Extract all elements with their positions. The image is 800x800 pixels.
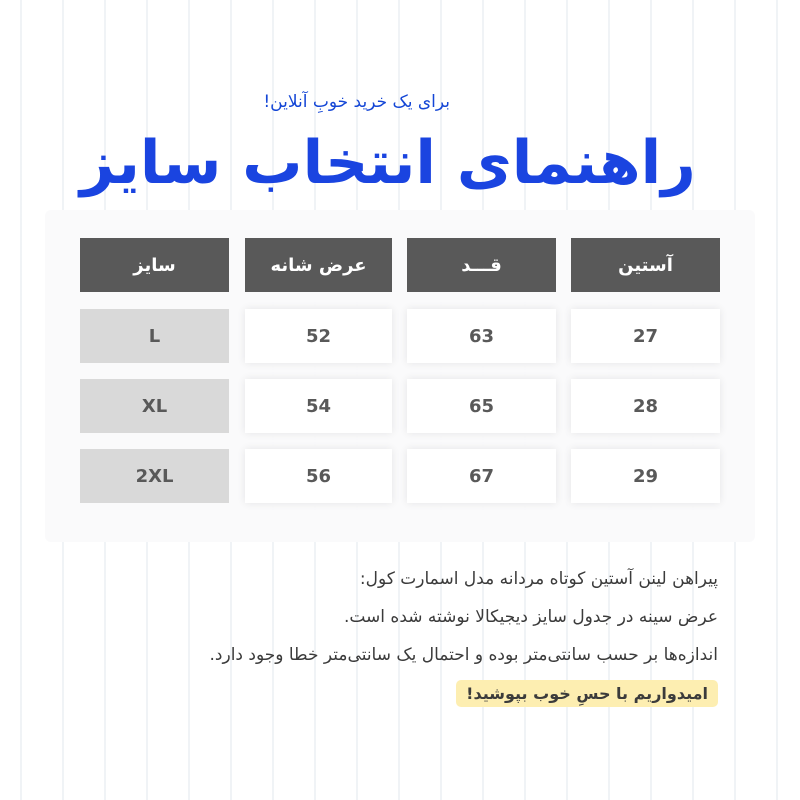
shoulder-cell: 56 [245,449,392,503]
subtitle: برای یک خرید خوبِ آنلاین! [263,92,450,112]
column-header-shoulder: عرض شانه [245,238,392,292]
column-header-sleeve: آستین [571,238,720,292]
length-cell: 65 [407,379,556,433]
note-line-units: اندازه‌ها بر حسب سانتی‌متر بوده و احتمال یک سانتی‌متر خطا وجود دارد. [209,645,718,665]
sleeve-cell: 28 [571,379,720,433]
length-cell: 63 [407,309,556,363]
note-line-product: پیراهن لینن آستین کوتاه مردانه مدل اسمارت کول: [359,569,718,589]
size-cell-2xl: 2XL [80,449,229,503]
sleeve-cell: 29 [571,449,720,503]
column-header-size: سایز [80,238,229,292]
shoulder-cell: 54 [245,379,392,433]
size-cell-xl: XL [80,379,229,433]
length-cell: 67 [407,449,556,503]
size-table [45,210,755,542]
shoulder-cell: 52 [245,309,392,363]
page-title: راهنمای انتخاب سایز [80,128,696,198]
highlight-message: امیدواریم با حسِ خوب بپوشید! [456,680,718,707]
note-line-chest: عرض سینه در جدول سایز دیجیکالا نوشته شده است. [343,607,718,627]
size-cell-l: L [80,309,229,363]
notes [78,560,718,674]
sleeve-cell: 27 [571,309,720,363]
column-header-length: قـــد [407,238,556,292]
